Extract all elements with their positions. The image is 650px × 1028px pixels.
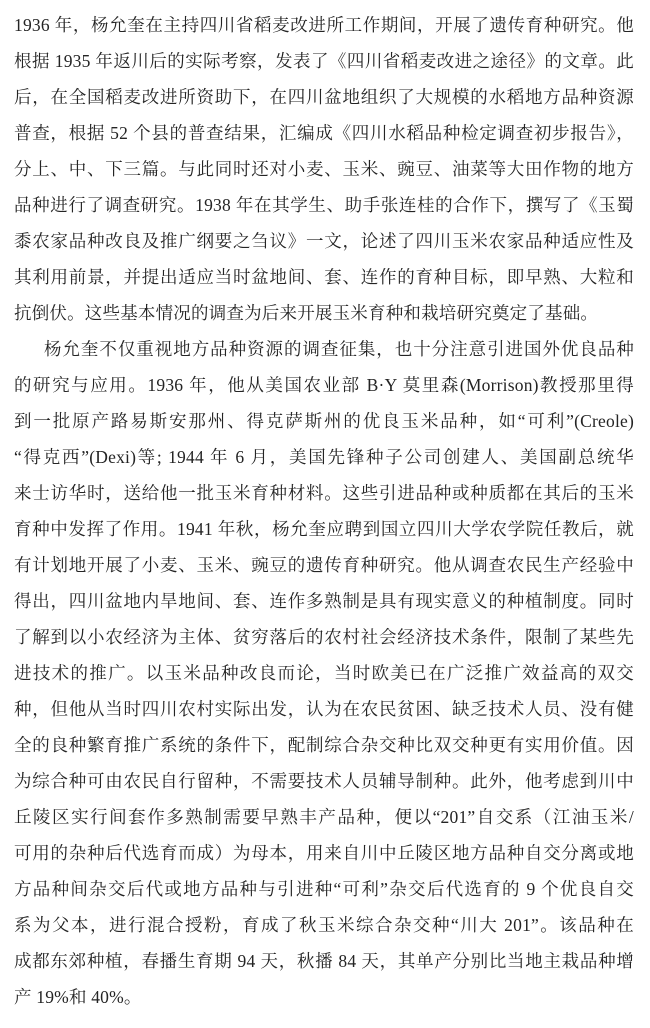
text-line: 产 19%和 40%。 [14,987,142,1007]
text-line: 抗倒伏。这些基本情况的调查为后来开展玉米育种和栽培研究奠定了基础。 [14,303,599,323]
text-line: 后，在全国稻麦改进所资助下，在四川盆地组织了大规模的水稻地方品种资源 [14,87,634,107]
text-line: 育种中发挥了作用。1941 年秋，杨允奎应聘到国立四川大学农学院任教后，就 [14,519,634,539]
text-line: 分上、中、下三篇。与此同时还对小麦、玉米、豌豆、油菜等大田作物的地方 [14,159,634,179]
text-line: 杨允奎不仅重视地方品种资源的调查征集，也十分注意引进国外优良品种 [44,339,634,359]
text-line: 品种进行了调查研究。1938 年在其学生、助手张连桂的合作下，撰写了《玉蜀 [14,195,634,215]
paragraph-2 [14,331,634,1015]
text-line: 可用的杂种后代选育而成）为母本，用来自川中丘陵区地方品种自交分离或地 [14,843,634,863]
text-line: 来士访华时，送给他一批玉米育种材料。这些引进品种或种质都在其后的玉米 [14,483,634,503]
text-line: 其利用前景，并提出适应当时盆地间、套、连作的育种目标，即早熟、大粒和 [14,267,634,287]
text-line: 系为父本，进行混合授粉，育成了秋玉米综合杂交种“川大 201”。该品种在 [14,915,634,935]
text-line: “得克西”(Dexi)等; 1944 年 6 月，美国先锋种子公司创建人、美国副总统华 [14,447,634,467]
text-line: 的研究与应用。1936 年，他从美国农业部 B·Y 莫里森(Morrison)教授那里得 [14,375,634,395]
text-line: 得出，四川盆地内旱地间、套、连作多熟制是具有现实意义的种植制度。同时 [14,591,634,611]
text-line: 有计划地开展了小麦、玉米、豌豆的遗传育种研究。他从调查农民生产经验中 [14,555,634,575]
text-line: 为综合种可由农民自行留种，不需要技术人员辅导制种。此外，他考虑到川中 [14,771,634,791]
text-line: 了解到以小农经济为主体、贫穷落后的农村社会经济技术条件，限制了某些先 [14,627,634,647]
text-line: 种，但他从当时四川农村实际出发，认为在农民贫困、缺乏技术人员、没有健 [14,699,634,719]
text-line: 根据 1935 年返川后的实际考察，发表了《四川省稻麦改进之途径》的文章。此 [14,51,634,71]
text-line: 普查，根据 52 个县的普查结果，汇编成《四川水稻品种检定调查初步报告》， [14,123,634,143]
text-line: 到一批原产路易斯安那州、得克萨斯州的优良玉米品种，如“可利”(Creole) [14,411,634,431]
text-line: 方品种间杂交后代或地方品种与引进种“可利”杂交后代选育的 9 个优良自交 [14,879,634,899]
text-line: 1936 年，杨允奎在主持四川省稻麦改进所工作期间，开展了遗传育种研究。他 [14,15,634,35]
paragraph-1 [14,7,634,331]
text-line: 黍农家品种改良及推广纲要之刍议》一文，论述了四川玉米农家品种适应性及 [14,231,634,251]
text-line: 进技术的推广。以玉米品种改良而论，当时欧美已在广泛推广效益高的双交 [14,663,634,683]
text-line: 全的良种繁育推广系统的条件下，配制综合杂交种比双交种更有实用价值。因 [14,735,634,755]
text-line: 成都东郊种植，春播生育期 94 天，秋播 84 天，其单产分别比当地主栽品种增 [14,951,634,971]
text-line: 丘陵区实行间套作多熟制需要早熟丰产品种，便以“201”自交系（江油玉米/ [14,807,634,827]
